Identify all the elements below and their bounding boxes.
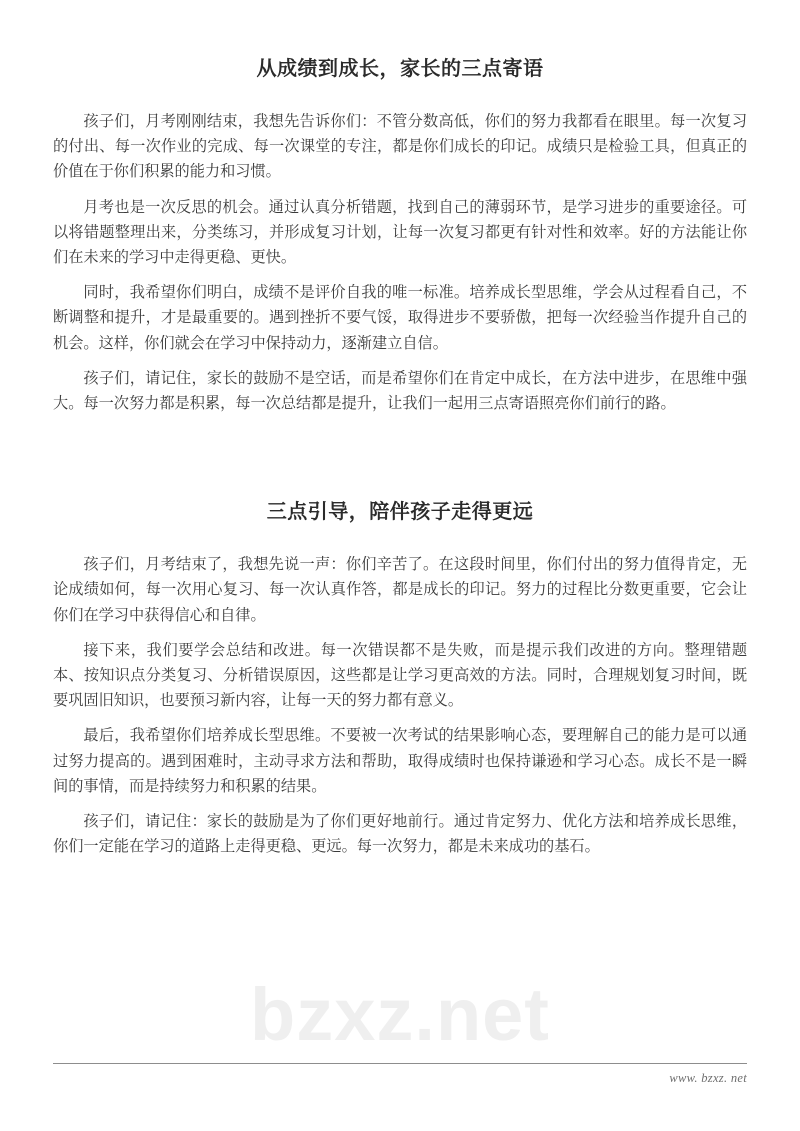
section-1-paragraph-1: 孩子们，月考刚刚结束，我想先告诉你们：不管分数高低，你们的努力我都看在眼里。每一次复习的付出、每一次作业的完成、每一次课堂的专注，都是你们成长的印记。成绩只是检验工具，但真正的价值在于你们积累的能力和习惯。 bbox=[53, 113, 747, 181]
document-section-1 bbox=[53, 55, 747, 416]
section-1-paragraph-4: 孩子们，请记住，家长的鼓励不是空话，而是希望你们在肯定中成长，在方法中进步，在思维中强大。每一次努力都是积累，每一次总结都是提升，让我们一起用三点寄语照亮你们前行的路。 bbox=[53, 369, 747, 413]
section-2-paragraph-1: 孩子们，月考结束了，我想先说一声：你们辛苦了。在这段时间里，你们付出的努力值得肯定，无论成绩如何，每一次用心复习、每一次认真作答，都是成长的印记。努力的过程比分数更重要，它会让你们在学习中获得信心和自律。 bbox=[53, 556, 747, 624]
footer-divider bbox=[53, 1063, 747, 1064]
footer-url: www. bzxz. net bbox=[669, 1071, 747, 1085]
section-1-title: 从成绩到成长，家长的三点寄语 bbox=[256, 58, 544, 80]
section-2-paragraph-4: 孩子们，请记住：家长的鼓励是为了你们更好地前行。通过肯定努力、优化方法和培养成长思维，你们一定能在学习的道路上走得更稳、更远。每一次努力，都是未来成功的基石。 bbox=[53, 813, 747, 856]
section-1-paragraph-3: 同时，我希望你们明白，成绩不是评价自我的唯一标准。培养成长型思维，学会从过程看自己，不断调整和提升，才是最重要的。遇到挫折不要气馁，取得进步不要骄傲，把每一次经验当作提升自己的机会。这样，你们就会在学习中保持动力，逐渐建立自信。 bbox=[53, 284, 747, 352]
watermark-text: bzxz.net bbox=[250, 973, 550, 1056]
document-section-2 bbox=[53, 498, 747, 859]
section-2-title: 三点引导，陪伴孩子走得更远 bbox=[266, 501, 534, 524]
page-footer bbox=[53, 1063, 747, 1086]
section-2-paragraph-2: 接下来，我们要学会总结和改进。每一次错误都不是失败，而是提示我们改进的方向。整理错题本、按知识点分类复习、分析错误原因，这些都是让学习更高效的方法。同时，合理规划复习时间，既要巩固旧知识，也要预习新内容，让每一天的努力都有意义。 bbox=[53, 641, 747, 710]
section-1-paragraph-2: 月考也是一次反思的机会。通过认真分析错题，找到自己的薄弱环节，是学习进步的重要途径。可以将错题整理出来，分类练习，并形成复习计划，让每一次复习都更有针对性和效率。好的方法能让你们在未来的学习中走得更稳、更快。 bbox=[53, 198, 747, 267]
document-body bbox=[53, 0, 747, 859]
section-2-paragraph-3: 最后，我希望你们培养成长型思维。不要被一次考试的结果影响心态，要理解自己的能力是可以通过努力提高的。遇到困难时，主动寻求方法和帮助，取得成绩时也保持谦逊和学习心态。成长不是一瞬间的事情，而是持续努力和积累的结果。 bbox=[53, 727, 747, 795]
